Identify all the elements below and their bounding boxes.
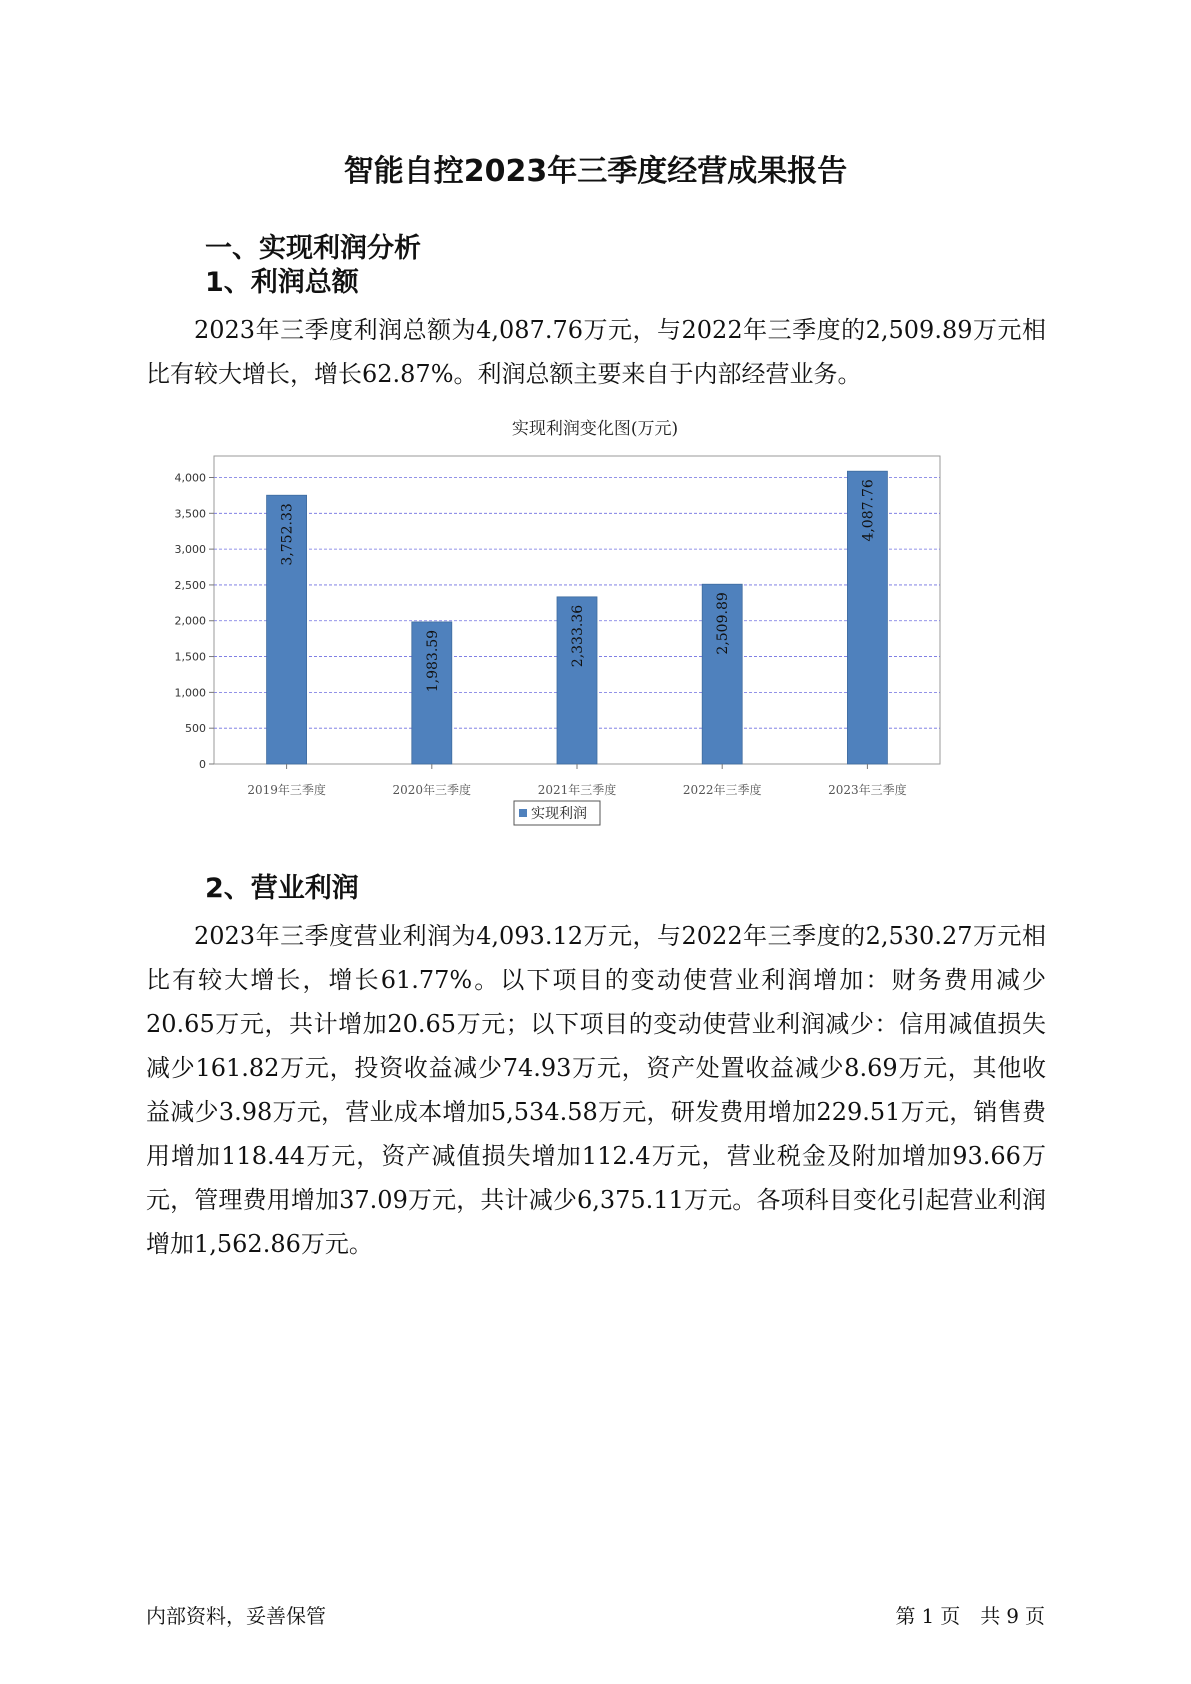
page-total: 9	[1006, 1604, 1019, 1628]
x-tick-label: 2019年三季度	[247, 783, 326, 797]
y-tick-label: 4,000	[174, 471, 206, 485]
bar-value-label: 4,087.76	[860, 479, 877, 542]
page-prefix: 第	[895, 1604, 916, 1628]
page-suffix: 页	[1025, 1604, 1045, 1628]
legend-swatch	[519, 809, 527, 817]
y-tick-label: 3,500	[174, 507, 206, 521]
profit-chart	[150, 419, 1040, 896]
subsection-heading-operating-profit: 2、营业利润	[205, 873, 359, 904]
page-mid: 页 共	[940, 1604, 1001, 1628]
y-tick-label: 500	[185, 722, 206, 736]
paragraph-operating-profit: 2023年三季度营业利润为4,093.12万元，与2022年三季度的2,530.27万元相比有较大增长，增长61.77%。以下项目的变动使营业利润增加：财务费用减少20.65万元，共计增加20.65万元；以下项目的变动使营业利润减少：信用减值损失减少161.82万元，投资收益减少74.93万元，资产处置收益减少8.69万元，其他收益减少3.98万元，营业成本增加5,534.58万元，研发费用增加229.51万元，销售费用增加118.44万元，资产减值损失增加112.4万元，营业税金及附加增加93.66万元，管理费用增加37.09万元，共计减少6,375.11万元。各项科目变化引起营业利润增加1,562.86万元。	[146, 922, 1046, 1258]
footer-confidential: 内部资料，妥善保管	[146, 1604, 326, 1628]
x-tick-label: 2020年三季度	[392, 783, 472, 797]
chart-title: 实现利润变化图(万元)	[511, 419, 679, 439]
y-tick-label: 2,000	[174, 614, 206, 628]
subsection-heading-profit-total: 1、利润总额	[205, 267, 359, 298]
x-tick-label: 2021年三季度	[537, 783, 617, 797]
page-current: 1	[921, 1604, 935, 1628]
x-tick-label: 2023年三季度	[828, 783, 907, 797]
bar-value-label: 2,333.36	[570, 604, 586, 668]
footer-page-number	[890, 1600, 1045, 1629]
y-tick-label: 0	[199, 758, 206, 771]
bar-value-label: 2,509.89	[715, 592, 732, 655]
bar-value-label: 3,752.33	[279, 503, 296, 566]
y-tick-label: 2,500	[174, 578, 206, 592]
document-title: 智能自控2023年三季度经营成果报告	[343, 154, 848, 189]
paragraph-profit-total: 2023年三季度利润总额为4,087.76万元，与2022年三季度的2,509.89万元相比有较大增长，增长62.87%。利润总额主要来自于内部经营业务。	[146, 316, 1046, 388]
x-tick-label: 2022年三季度	[682, 783, 762, 797]
legend-label: 实现利润	[531, 806, 587, 822]
bar-value-label: 1,983.59	[424, 629, 441, 693]
y-tick-label: 1,000	[174, 686, 206, 700]
y-tick-label: 1,500	[174, 650, 206, 664]
y-tick-label: 3,000	[174, 543, 206, 557]
section-heading: 一、实现利润分析	[205, 233, 421, 264]
